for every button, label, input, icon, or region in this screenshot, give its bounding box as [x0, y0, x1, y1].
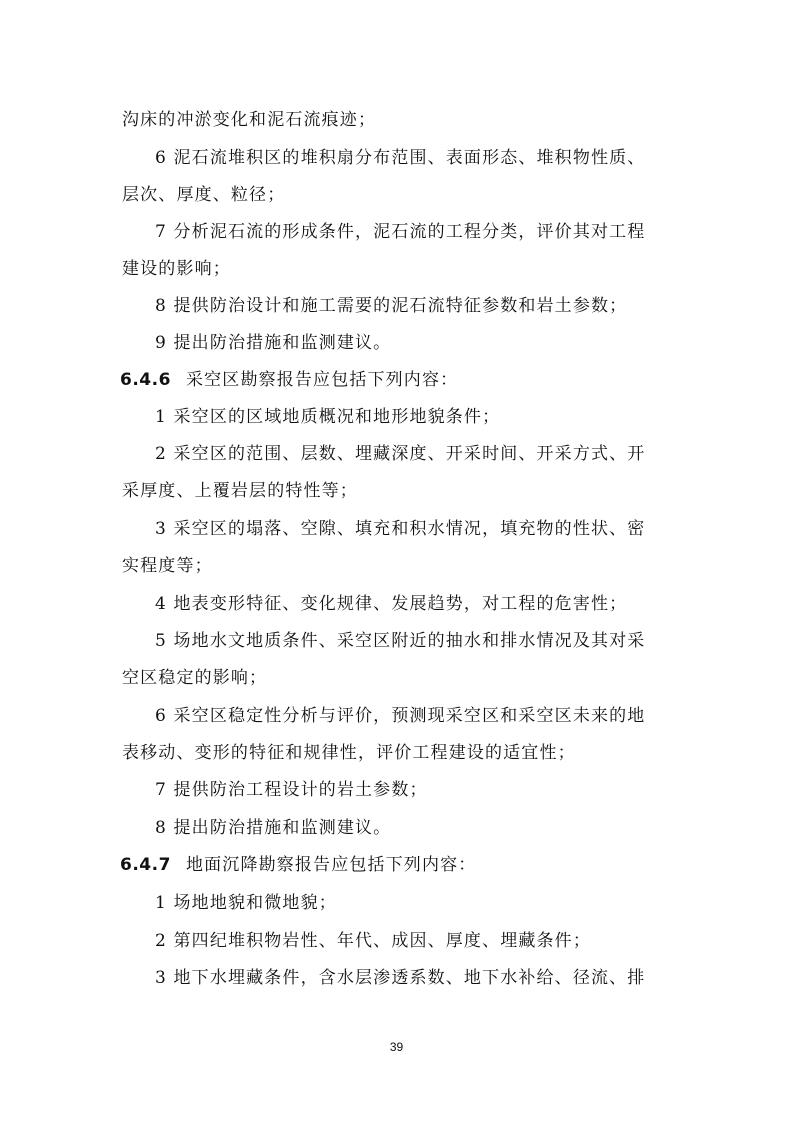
list-item: 6 泥石流堆积区的堆积扇分布范围、表面形态、堆积物性质、 [155, 148, 646, 168]
list-item: 1 采空区的区域地质概况和地形地貌条件； [155, 407, 501, 427]
list-item: 8 提供防治设计和施工需要的泥石流特征参数和岩土参数； [155, 296, 628, 316]
list-item: 9 提出防治措施和监测建议。 [155, 333, 392, 353]
list-item: 8 提出防治措施和监测建议。 [155, 818, 392, 838]
text-line: 层次、厚度、粒径； [122, 185, 286, 205]
text-line: 建设的影响； [122, 259, 231, 279]
section-title: 地面沉降勘察报告应包括下列内容： [186, 855, 477, 875]
list-item: 7 分析泥石流的形成条件，泥石流的工程分类，评价其对工程 [155, 222, 646, 242]
section-number: 6.4.7 [120, 855, 171, 875]
list-item: 2 第四纪堆积物岩性、年代、成因、厚度、埋藏条件； [155, 931, 591, 951]
list-item: 2 采空区的范围、层数、埋藏深度、开采时间、开采方式、开 [155, 444, 646, 464]
text-line: 空区稳定的影响； [122, 668, 268, 688]
list-item: 1 场地地貌和微地貌； [155, 893, 337, 913]
text-line: 表移动、变形的特征和规律性，评价工程建设的适宜性； [122, 743, 576, 763]
section-title: 采空区勘察报告应包括下列内容： [186, 370, 459, 390]
page-number: 39 [389, 1040, 404, 1054]
list-item: 7 提供防治工程设计的岩土参数； [155, 780, 428, 800]
list-item: 3 地下水埋藏条件，含水层渗透系数、地下水补给、径流、排 [155, 968, 646, 988]
text-line: 实程度等； [122, 556, 213, 576]
section-heading [120, 368, 458, 392]
list-item: 5 场地水文地质条件、采空区附近的抽水和排水情况及其对采 [155, 631, 646, 651]
section-number: 6.4.6 [120, 370, 171, 390]
list-item: 4 地表变形特征、变化规律、发展趋势，对工程的危害性； [155, 594, 628, 614]
list-item: 3 采空区的塌落、空隙、填充和积水情况，填充物的性状、密 [155, 519, 646, 539]
text-line: 采厚度、上覆岩层的特性等； [122, 481, 358, 501]
list-item: 6 采空区稳定性分析与评价，预测现采空区和采空区未来的地 [155, 706, 646, 726]
text-line: 沟床的冲淤变化和泥石流痕迹； [122, 110, 377, 130]
section-heading [120, 853, 476, 877]
